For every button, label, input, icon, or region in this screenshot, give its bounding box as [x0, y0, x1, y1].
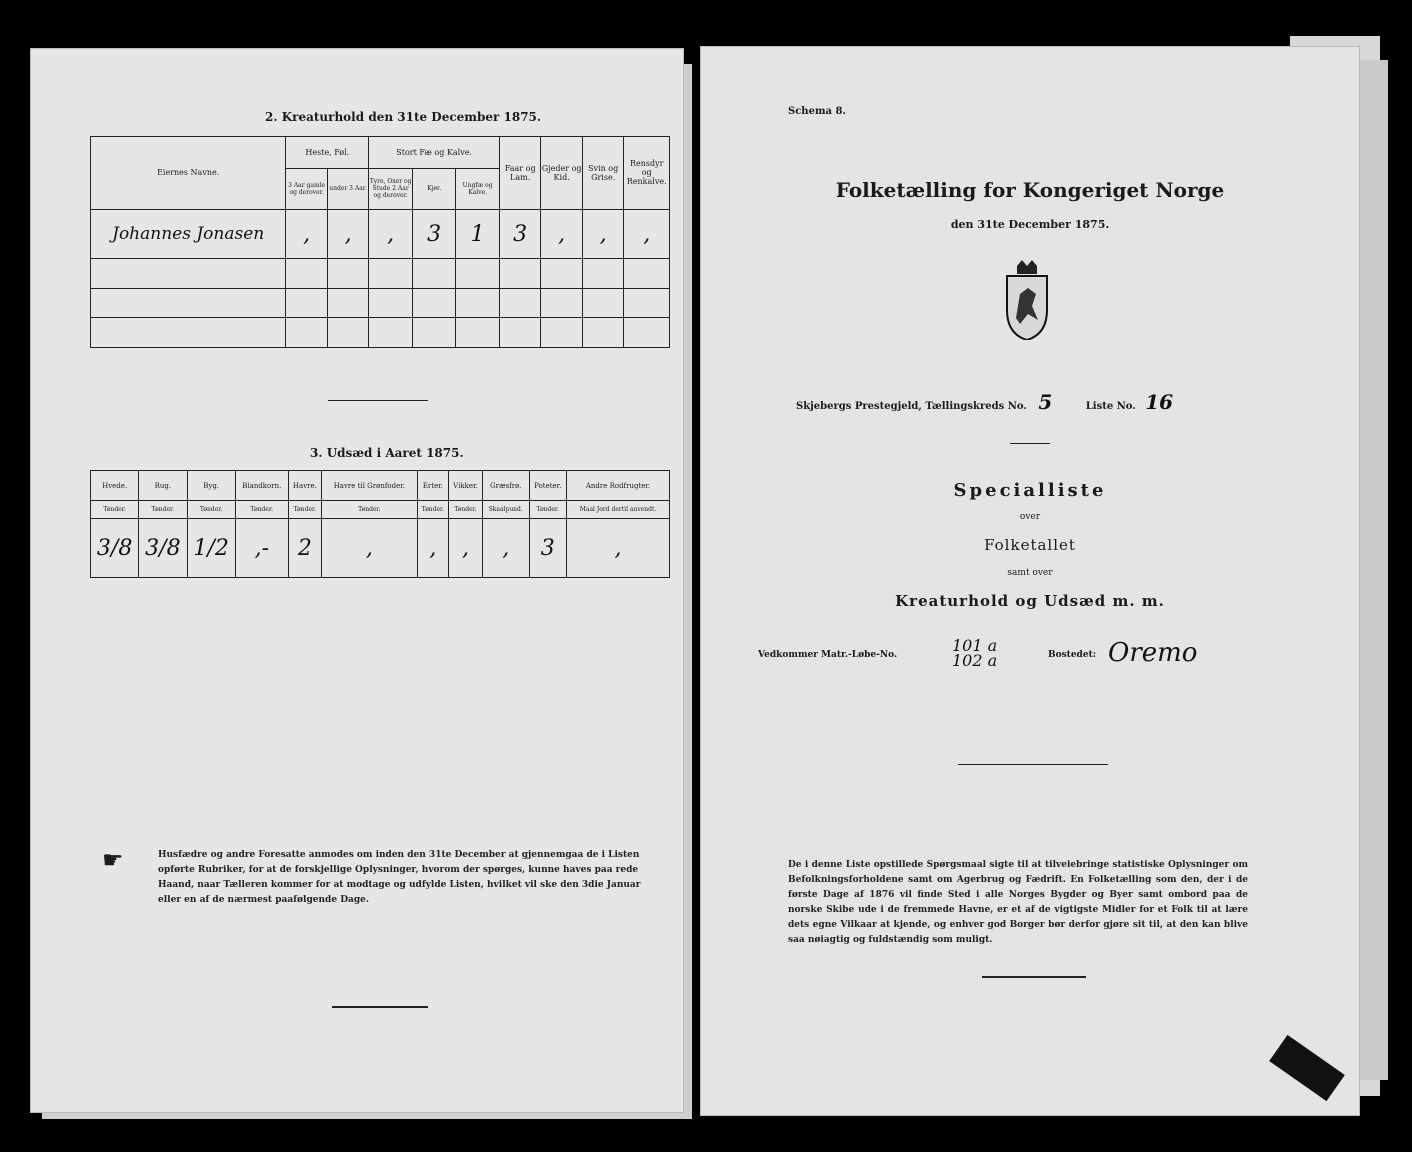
divider [958, 764, 1108, 765]
seed-unit: Tønder. [449, 501, 483, 519]
pointing-hand-icon: ☛ [102, 846, 124, 874]
location-prefix: Skjebergs Prestegjeld, Tællingskreds No. [796, 401, 1027, 412]
seed-value: 3/8 [91, 519, 139, 578]
seed-value: , [417, 519, 448, 578]
livestock-cell: , [327, 209, 369, 259]
livestock-cell: , [369, 209, 413, 259]
over-label: over [1019, 512, 1041, 522]
date-subtitle: den 31te December 1875. [950, 218, 1110, 231]
seed-unit: Tønder. [321, 501, 417, 519]
seed-value: , [449, 519, 483, 578]
seed-unit: Maal Jord dertil anvendt. [567, 501, 670, 519]
kreds-number: 5 [1038, 390, 1053, 414]
samt-over-label: samt over [1007, 568, 1053, 578]
seed-unit: Tønder. [91, 501, 139, 519]
livestock-cell: , [541, 209, 583, 259]
seed-header: Græsfrø. [482, 471, 529, 501]
schema-label: Schema 8. [788, 106, 846, 117]
goats-header: Gjeder og Kid. [541, 137, 583, 210]
location-line [796, 390, 1173, 414]
seed-header: Havre til Grønfoder. [321, 471, 417, 501]
explanation-paragraph: De i denne Liste opstillede Spørgsmaal sigte til at tilveiebringe statistiske Oplysninger om Befolkningsforholdene samt om Agerbrug og Fædrift. En Folketælling som den, der i de første Dage af 1876 vil finde Sted i alle Norges Bygder og Byer samt ombord paa de norske Skibe ude i de fremmede Havne, er et af de vigtigste Midler for et Folk til at lære dets egne Vilkaar at kjende, og enhver god Borger bør derfor gjøre sit til, at den kan blive saa nøiagtig og fuldstændig som muligt. [788, 860, 1248, 945]
matr-label: Vedkommer Matr.-Løbe-No. [758, 650, 898, 660]
seed-unit: Tønder. [187, 501, 235, 519]
livestock-cell: , [624, 209, 670, 259]
seed-value: , [321, 519, 417, 578]
livestock-cell: , [582, 209, 624, 259]
horses-sub-header: under 3 Aar. [327, 168, 369, 209]
owner-header: Eiernes Navne. [91, 137, 286, 210]
seed-unit: Tønder. [235, 501, 288, 519]
owner-name: Johannes Jonasen [91, 209, 286, 259]
cattle-header: Stort Fæ og Kalve. [369, 137, 500, 169]
seed-table [90, 470, 670, 578]
seed-header: Erter. [417, 471, 448, 501]
livestock-cell: 3 [499, 209, 541, 259]
right-page [700, 46, 1360, 1116]
horses-header: Heste, Føl. [286, 137, 369, 169]
folketallet-heading: Folketallet [984, 536, 1076, 554]
cattle-sub-header: Kjør. [412, 168, 456, 209]
specialliste-heading: Specialliste [953, 480, 1107, 501]
seed-value: , [567, 519, 670, 578]
seed-header: Vikker. [449, 471, 483, 501]
main-title: Folketælling for Kongeriget Norge [835, 178, 1225, 202]
bostedet-label: Bostedet: [1048, 650, 1097, 660]
seed-value: 3/8 [139, 519, 187, 578]
seed-unit: Tønder. [139, 501, 187, 519]
left-page [30, 48, 684, 1113]
divider [328, 400, 428, 401]
seed-header: Blandkorn. [235, 471, 288, 501]
seed-value: 2 [288, 519, 321, 578]
horses-sub-header: 3 Aar gamle og derover. [286, 168, 328, 209]
pigs-header: Svin og Grise. [582, 137, 624, 210]
section2-title: 2. Kreaturhold den 31te December 1875. [265, 110, 542, 124]
livestock-cell: , [286, 209, 328, 259]
seed-value: ,- [235, 519, 288, 578]
seed-value: , [482, 519, 529, 578]
seed-header: Poteter. [529, 471, 567, 501]
matr-number-1: 101 a [952, 636, 998, 655]
seed-value: 1/2 [187, 519, 235, 578]
divider [1010, 443, 1050, 444]
kreaturhold-heading: Kreaturhold og Udsæd m. m. [895, 592, 1165, 610]
coat-of-arms-icon [1002, 260, 1052, 344]
cattle-sub-header: Ungfæ og Kalve. [456, 168, 500, 209]
cattle-sub-header: Tyre, Oxer og Stude 2 Aar og derover. [369, 168, 413, 209]
section3-title: 3. Udsæd i Aaret 1875. [310, 446, 464, 460]
notice-text: Husfædre og andre Foresatte anmodes om inden den 31te December at gjennemgaa de i Listen opførte Rubriker, for at de forskjellige Oplysninger, hvorom der spørges, kunne haves paa rede Haand, naar Tælleren kommer for at modtage og udfylde Listen, hvilket vil ske den 3die Januar eller en af de nærmest paafølgende Dage. [158, 850, 641, 905]
bostedet-value: Oremo [1108, 638, 1198, 668]
seed-header: Rug. [139, 471, 187, 501]
divider [982, 976, 1086, 978]
liste-label: Liste No. [1085, 401, 1136, 412]
matr-number-2: 102 a [952, 651, 998, 670]
seed-value: 3 [529, 519, 567, 578]
divider [332, 1006, 428, 1008]
seed-header: Andre Rodfrugter. [567, 471, 670, 501]
liste-number: 16 [1145, 390, 1174, 414]
livestock-table [90, 136, 670, 348]
seed-unit: Tønder. [417, 501, 448, 519]
seed-header: Havre. [288, 471, 321, 501]
seed-unit: Tønder. [288, 501, 321, 519]
seed-unit: Tønder. [529, 501, 567, 519]
livestock-cell: 3 [412, 209, 456, 259]
seed-unit: Skaalpund. [482, 501, 529, 519]
sheep-header: Faar og Lam. [499, 137, 541, 210]
seed-header: Byg. [187, 471, 235, 501]
livestock-cell: 1 [456, 209, 500, 259]
reindeer-header: Rensdyr og Renkalve. [624, 137, 670, 210]
seed-header: Hvede. [91, 471, 139, 501]
